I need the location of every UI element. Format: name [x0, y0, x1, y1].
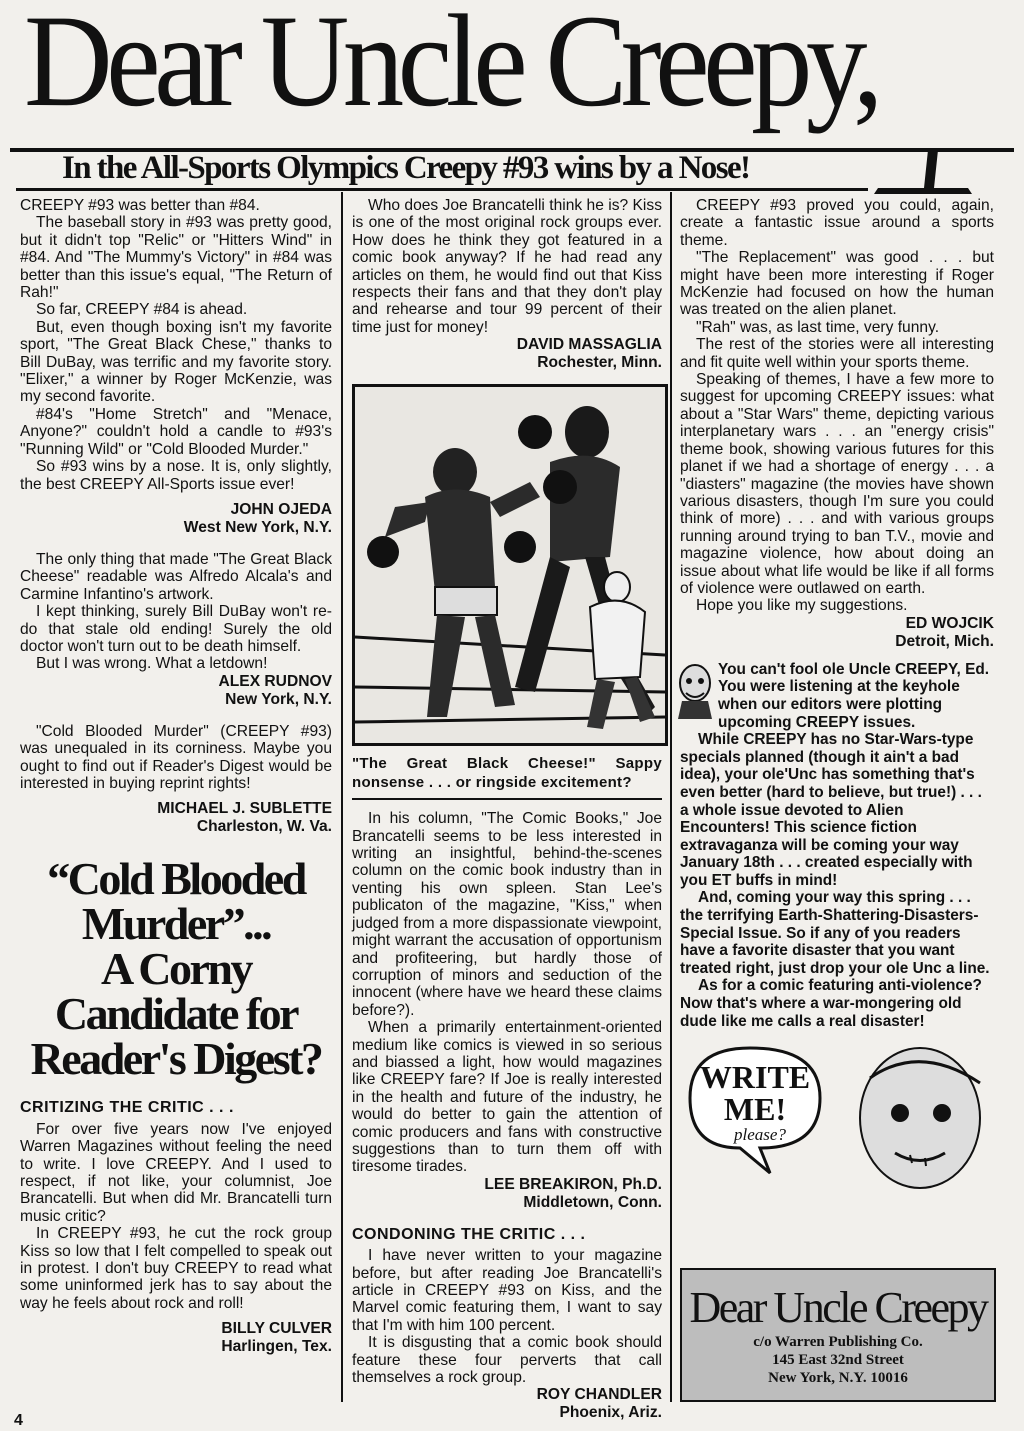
balloon-me: ME! — [723, 1091, 787, 1128]
boxing-illustration-drawing — [355, 387, 665, 743]
reply-paragraph: You can't fool ole Uncle CREEPY, Ed. You were listening at the keyhole when our editors were plotting upcoming CREEPY issues. — [718, 660, 990, 731]
pull-quote-line: A Corny — [101, 943, 251, 995]
letter-paragraph: So far, CREEPY #84 is ahead. — [36, 301, 248, 319]
letter-paragraph: But, even though boxing isn't my favorite sport, "The Great Black Chese," thanks to Bill DuBay, was terrific and my favorite story. "Elixer," a winner by Roger McKenzie, was my second favorite. — [20, 318, 332, 406]
signature-place: West New York, N.Y. — [183, 518, 332, 536]
write-me-art — [680, 1038, 994, 1198]
signature-place: Rochester, Minn. — [537, 354, 662, 372]
letter-paragraph: For over five years now I've enjoyed Warren Magazines without feeling the need to write. I love CREEPY. And I used to respect, if not like, your columnist, Joe Brancatelli. But when did Mr. Brancatelli turn music critic? — [20, 1120, 332, 1225]
masthead-title: Dear Uncle Creepy, — [24, 0, 878, 134]
pull-quote-line: “Cold Blooded — [47, 853, 305, 905]
column-3 — [680, 197, 994, 1198]
letter-paragraph: So #93 wins by a nose. It is, only slightly, the best CREEPY All-Sports issue ever! — [20, 458, 332, 493]
signature — [352, 1386, 662, 1422]
letter-massaglia — [352, 197, 662, 372]
signature-name: BILLY CULVER — [221, 1320, 332, 1338]
column-1 — [20, 197, 332, 1356]
signature-place: Middletown, Conn. — [523, 1193, 662, 1211]
letter-paragraph: "The Replacement" was good . . . but might have been more interesting if Roger McKenzie had focused on how the human was treated on the alien planet. — [680, 249, 994, 319]
letter-paragraph: CREEPY #93 was better than #84. — [20, 197, 260, 214]
pull-quote-line: Candidate for — [54, 988, 298, 1040]
signature-name: ED WOJCIK — [905, 614, 994, 632]
letter-paragraph: In his column, "The Comic Books," Joe Brancatelli seems to be less interested in writing an insightful, behind-the-scenes column on the comic book industry than in venting his own spleen. Stan Lee's publicaton of the magazine, "Kiss," when judged from a more dispassionate viewpoint, might warrant the accusation of opportunism and profiteering, but hardly those of corruption of minors and seduction of the innocent (where have we heard these claims before?). — [352, 810, 662, 1019]
pull-quote — [20, 853, 332, 1085]
subhead-rule — [16, 188, 868, 191]
reply-paragraph: And, coming your way this spring . . . the terrifying Earth-Shattering-Disasters-Special Issue. So if any of you readers have a favorite disaster that you want treated right, just drop your ole Unc a line. — [680, 889, 990, 977]
letter-paragraph: But I was wrong. What a letdown! — [36, 655, 268, 673]
column-divider-2 — [670, 192, 672, 1402]
signature-name: DAVID MASSAGLIA — [516, 336, 662, 354]
pull-quote-line: Reader's Digest? — [30, 1033, 322, 1085]
signature — [20, 673, 332, 709]
letter-wojcik — [680, 197, 994, 651]
address-line: c/o Warren Publishing Co. — [753, 1334, 923, 1350]
reply-paragraph: As for a comic featuring anti-violence? Now that's where a war-mongering old dude like me calls a real disaster! — [680, 977, 982, 1030]
address-line: New York, N.Y. 10016 — [768, 1370, 908, 1386]
letter-paragraph: CREEPY #93 proved you could, again, create a fantastic issue around a sports theme. — [680, 197, 994, 249]
letter-rudnov — [20, 551, 332, 709]
balloon-write: WRITE — [699, 1059, 811, 1096]
signature — [352, 336, 662, 372]
letter-paragraph: The rest of the stories were all interesting and fit quite well within your sports theme. — [680, 336, 994, 371]
pull-quote-line: Murder”... — [81, 898, 271, 950]
letter-paragraph: I kept thinking, surely Bill DuBay won't re-do that stale old ending! Surely the old doctor won't turn out to be death himself. — [20, 603, 332, 655]
letter-paragraph: I have never written to your magazine before, but after reading Joe Brancatelli's article in CREEPY #93 on Kiss, and the Marvel comic featuring them, I want to say that I'm with him 100 percent. — [352, 1247, 662, 1334]
subhead: In the All-Sports Olympics Creepy #93 wins by a Nose! — [62, 150, 750, 186]
letter-culver — [20, 1121, 332, 1356]
illustration-caption: "The Great Black Cheese!" Sappy nonsense . . . or ringside excitement? — [352, 755, 662, 792]
boxing-illustration — [352, 384, 668, 746]
write-me-drawing — [680, 1038, 994, 1198]
signature — [20, 501, 332, 537]
signature — [20, 800, 332, 836]
letter-ojeda — [20, 197, 332, 537]
signature-name: MICHAEL J. SUBLETTE — [157, 800, 332, 818]
section-heading-criticizing: CRITIZING THE CRITIC . . . — [20, 1099, 234, 1117]
signature-name: JOHN OJEDA — [230, 500, 332, 518]
signature-name: ALEX RUDNOV — [218, 672, 332, 690]
letter-paragraph: The baseball story in #93 was pretty good, but it didn't top "Relic" or "Hitters Wind" in #84. And "The Mummy's Victory" in #84 was better than this issue's equal, "The Return of Rah!" — [20, 214, 332, 302]
section-heading-condoning: CONDONING THE CRITIC . . . — [352, 1225, 586, 1243]
signature-place: New York, N.Y. — [225, 690, 332, 708]
signature-name: ROY CHANDLER — [536, 1386, 662, 1404]
signature-name: LEE BREAKIRON, Ph.D. — [484, 1175, 662, 1193]
address-line: 145 East 32nd Street — [772, 1352, 904, 1368]
signature-place: Charleston, W. Va. — [196, 818, 332, 836]
letter-paragraph: In CREEPY #93, he cut the rock group Kiss so low that I felt compelled to speak out in protest. I don't buy CREEPY to read what some uninformed jerk has to say about the way he feels about rock and roll! — [20, 1225, 332, 1312]
signature — [352, 1176, 662, 1212]
balloon-please: please? — [734, 1125, 786, 1145]
uncle-creepy-head-icon — [676, 661, 714, 721]
letter-paragraph: "Cold Blooded Murder" (CREEPY #93) was unequaled in its corniness. Maybe you ought to find out if Reader's Digest would be interested in buying reprint rights! — [20, 722, 332, 792]
masthead — [10, 0, 1014, 150]
signature-place: Detroit, Mich. — [895, 632, 994, 650]
letter-paragraph: The only thing that made "The Great Black Cheese" readable was Alfredo Alcala's and Carmine Infantino's artwork. — [20, 550, 332, 603]
uncle-creepy-reply — [680, 661, 994, 1030]
letter-paragraph: Speaking of themes, I have a few more to suggest for upcoming CREEPY issues: what about a "Star Wars" theme, depicting various interplanetary wars . . . an "energy crisis" theme book, showing various futures for this planet if we had a shortage of energy . . . a "diasters" magazine (the movies have shown various disasters, though I'm sure you could think of more) . . . and with various groups running around trying to ban T.V., movie and magazine violence, how about doing an issue about what life would be like if all forms of violence were outlawed on earth. — [680, 371, 994, 597]
address-box — [680, 1268, 996, 1402]
column-divider-1 — [341, 192, 343, 1402]
signature — [20, 1320, 332, 1356]
letter-paragraph: It is disgusting that a comic book should feature these four perverts that call themselves a rock group. — [352, 1334, 662, 1387]
letter-paragraph: Who does Joe Brancatelli think he is? Kiss is one of the most original rock groups ever. How does he think they got featured in a comic book anyway? If he had read any articles on them, he would find out that Kiss respects their fans and that they don't play and rehearse and tour 99 percent of their time just for money! — [352, 197, 662, 336]
signature-place: Phoenix, Ariz. — [559, 1404, 662, 1422]
masthead-y-tail-icon — [868, 150, 978, 195]
letter-sublette — [20, 723, 332, 837]
letter-paragraph: When a primarily entertainment-oriented medium like comics is viewed in so serious and biassed a light, how would magazines like CREEPY fare? If Joe is really interested in the health and future of the industry, he would do better to gain the attention of comic producers and fans with constructive suggestions than to turn them off with tiresome tirades. — [352, 1019, 662, 1176]
letter-paragraph: "Rah" was, as last time, very funny. — [696, 318, 940, 336]
reply-paragraph: While CREEPY has no Star-Wars-type specials planned (though it ain't a bad idea), your ole'Unc has something that's even better (hard to believe, but true!) . . . a whole issue devoted to Alien Encounters! This science fiction extravaganza will be coming your way January 18th . . . created especially with you ET buffs in mind! — [680, 731, 982, 889]
page-number: 4 — [14, 1412, 23, 1429]
letter-paragraph: Hope you like my suggestions. — [696, 597, 908, 615]
column-2 — [352, 197, 662, 1422]
letter-chandler — [352, 1247, 662, 1422]
letter-paragraph: #84's "Home Stretch" and "Menace, Anyone?" couldn't hold a candle to #93's "Running Wild" or "Cold Blooded Murder." — [20, 405, 332, 458]
caption-rule — [352, 798, 662, 800]
letter-breakiron — [352, 810, 662, 1212]
address-title: Dear Uncle Creepy — [689, 1283, 987, 1332]
signature — [680, 615, 994, 651]
signature-place: Harlingen, Tex. — [221, 1338, 332, 1356]
